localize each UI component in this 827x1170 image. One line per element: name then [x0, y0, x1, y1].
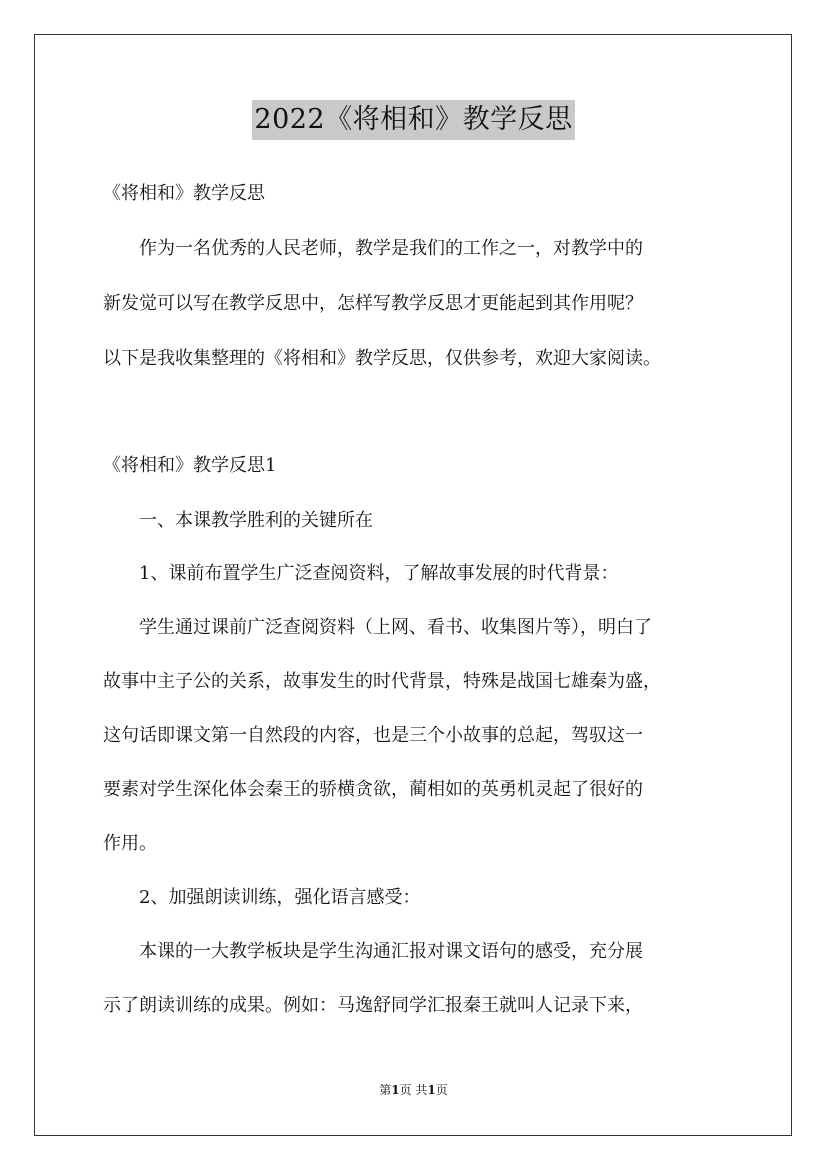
- page-footer: [0, 1081, 827, 1099]
- text-line: 新发觉可以写在教学反思中，怎样写教学反思才更能起到其作用呢？: [103, 293, 643, 314]
- total-pages: 1: [427, 1083, 436, 1097]
- page-label-mid: 页: [399, 1083, 412, 1097]
- text-line-section-heading: 《将相和》教学反思1: [103, 455, 277, 476]
- title-container: [0, 100, 827, 140]
- text-line: 故事中主子公的关系，故事发生的时代背景，特殊是战国七雄秦为盛，: [103, 671, 661, 692]
- text-line: 作用。: [103, 833, 157, 854]
- text-line: 这句话即课文第一自然段的内容，也是三个小故事的总起，驾驭这一: [103, 725, 643, 746]
- page-number: 1: [391, 1083, 400, 1097]
- text-line: 以下是我收集整理的《将相和》教学反思，仅供参考，欢迎大家阅读。: [103, 348, 661, 369]
- text-line-subtitle: 《将相和》教学反思: [103, 183, 265, 204]
- page-label-prefix: 第: [379, 1083, 392, 1097]
- text-line: 学生通过课前广泛查阅资料（上网、看书、收集图片等），明白了: [103, 617, 652, 638]
- text-line: 要素对学生深化体会秦王的骄横贪欲，蔺相如的英勇机灵起了很好的: [103, 779, 643, 800]
- text-line: 1、课前布置学生广泛查阅资料，了解故事发展的时代背景：: [103, 563, 619, 584]
- total-label-prefix: 共: [415, 1083, 428, 1097]
- text-line: 本课的一大教学板块是学生沟通汇报对课文语句的感受，充分展: [103, 941, 643, 962]
- text-line: 示了朗读训练的成果。例如：马逸舒同学汇报秦王就叫人记录下来，: [103, 995, 643, 1016]
- total-label-suffix: 页: [435, 1083, 448, 1097]
- document-title: 2022《将相和》教学反思: [252, 100, 574, 140]
- text-line: 作为一名优秀的人民老师，教学是我们的工作之一，对教学中的: [103, 238, 643, 259]
- text-line: 2、加强朗读训练，强化语言感受：: [103, 887, 421, 908]
- text-line: 一、本课教学胜利的关键所在: [103, 510, 373, 531]
